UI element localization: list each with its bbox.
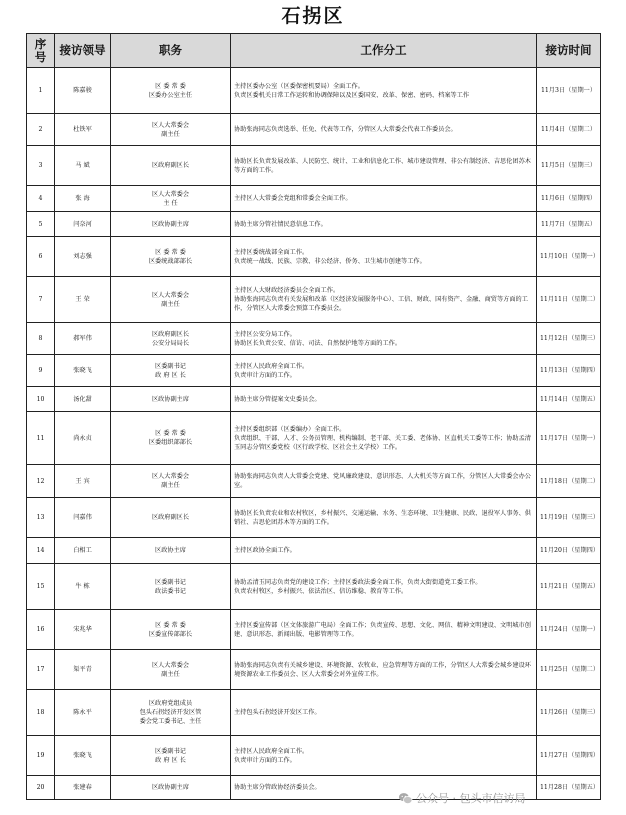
- leader-position: 区 委 常 委 区委组织部部长: [111, 412, 231, 465]
- leader-name: 渠平青: [55, 650, 111, 690]
- work-division: 协助区长负责发展改革、人民防空、统计、工业和信息化工作、城市建设管理、非公有制经济、吉思伦团苏木等方面的工作。: [231, 146, 537, 186]
- leader-position: 区政府副区长: [111, 146, 231, 186]
- row-number: 4: [27, 186, 55, 212]
- work-division: 协助孟清玉同志负责党的建设工作；主持区委政法委全面工作，负责大街街道党工委工作。 负责农村牧区，乡村振兴、依法治区、信访维稳、教育等工作。: [231, 564, 537, 610]
- work-division: 主持区人民政府全面工作。 负责审计方面的工作。: [231, 736, 537, 776]
- leader-position: 区政协主席: [111, 538, 231, 564]
- table-row: [27, 690, 601, 736]
- row-number: 12: [27, 465, 55, 498]
- leader-position: 区人大常委会 副主任: [111, 650, 231, 690]
- work-division: 主持区委宣传部（区文体旅游广电局）全面工作；负责宣传、思想、文化、网信、精神文明建设、文明城市创建、意识形态、新闻出版、电影管理等工作。: [231, 610, 537, 650]
- header-no: 序号: [27, 34, 55, 68]
- header-leader: 接访领导: [55, 34, 111, 68]
- leader-name: 白相工: [55, 538, 111, 564]
- table-row: [27, 387, 601, 412]
- row-number: 9: [27, 355, 55, 387]
- table-row: [27, 323, 601, 355]
- reception-time: 11月12日（星期三）: [537, 323, 601, 355]
- leader-name: 马 斌: [55, 146, 111, 186]
- reception-time: 11月4日（星期二）: [537, 114, 601, 146]
- leader-position: 区政协副主席: [111, 776, 231, 800]
- table-row: [27, 736, 601, 776]
- work-division: 协助主席分管社情民意信息工作。: [231, 212, 537, 237]
- leader-position: 区人大常委会 副主任: [111, 277, 231, 323]
- reception-time: 11月11日（星期二）: [537, 277, 601, 323]
- work-division: 主持包头石拐经济开发区工作。: [231, 690, 537, 736]
- table-row: [27, 564, 601, 610]
- reception-time: 11月25日（星期二）: [537, 650, 601, 690]
- table-row: [27, 186, 601, 212]
- leader-name: 汤化甜: [55, 387, 111, 412]
- row-number: 18: [27, 690, 55, 736]
- leader-position: 区委副书记 政 府 区 长: [111, 736, 231, 776]
- leader-position: 区政协副主席: [111, 387, 231, 412]
- table-row: [27, 498, 601, 538]
- row-number: 17: [27, 650, 55, 690]
- leader-name: 刘志强: [55, 237, 111, 277]
- leader-name: 闫奈河: [55, 212, 111, 237]
- reception-time: 11月10日（星期一）: [537, 237, 601, 277]
- work-division: 主持区人民政府全面工作。 负责审计方面的工作。: [231, 355, 537, 387]
- leader-name: 郝军伟: [55, 323, 111, 355]
- leader-position: 区人大常委会 副主任: [111, 114, 231, 146]
- leader-position: 区政府党组成员 包头石拐经济开发区管 委会党工委书记、主任: [111, 690, 231, 736]
- table-row: [27, 355, 601, 387]
- row-number: 19: [27, 736, 55, 776]
- work-division: 协助区长负责农业和农村牧区，乡村振兴、交通运输、水务、生态环境、卫生健康、民政、退役军人事务、供销社、吉思伦团苏木等方面的工作。: [231, 498, 537, 538]
- wechat-icon: [398, 791, 413, 806]
- row-number: 6: [27, 237, 55, 277]
- table-row: [27, 68, 601, 114]
- row-number: 20: [27, 776, 55, 800]
- table-row: [27, 277, 601, 323]
- work-division: 主持区委统战部全面工作。 负责统一战线、民族、宗教、非公经济、侨务、卫生城市创建等工作。: [231, 237, 537, 277]
- row-number: 16: [27, 610, 55, 650]
- leader-position: 区人大常委会 副主任: [111, 465, 231, 498]
- header-work: 工作分工: [231, 34, 537, 68]
- leader-position: 区政府副区长: [111, 498, 231, 538]
- reception-time: 11月3日（星期一）: [537, 68, 601, 114]
- leader-position: 区 委 常 委 区委宣传部部长: [111, 610, 231, 650]
- watermark-text: 公众号 · 包头市信访局: [416, 792, 526, 805]
- page-title: 石拐区: [281, 5, 345, 27]
- row-number: 11: [27, 412, 55, 465]
- reception-time: 11月7日（星期五）: [537, 212, 601, 237]
- leader-position: 区 委 常 委 区委统战部部长: [111, 237, 231, 277]
- table-row: [27, 650, 601, 690]
- row-number: 15: [27, 564, 55, 610]
- leader-name: 王 荣: [55, 277, 111, 323]
- reception-time: 11月27日（星期四）: [537, 736, 601, 776]
- row-number: 7: [27, 277, 55, 323]
- reception-time: 11月26日（星期三）: [537, 690, 601, 736]
- work-division: 主持区人大常委会党组和常委会全面工作。: [231, 186, 537, 212]
- reception-schedule-table: [26, 33, 601, 800]
- table-header: [27, 34, 601, 68]
- table-row: [27, 146, 601, 186]
- work-division: 协助主席分管政协经济委员会。: [231, 776, 537, 800]
- reception-time: 11月24日（星期一）: [537, 610, 601, 650]
- leader-name: 闫嘉伟: [55, 498, 111, 538]
- leader-position: 区政协副主席: [111, 212, 231, 237]
- leader-position: 区委副书记 政法委书记: [111, 564, 231, 610]
- row-number: 13: [27, 498, 55, 538]
- leader-name: 王 宾: [55, 465, 111, 498]
- reception-time: 11月18日（星期二）: [537, 465, 601, 498]
- table-row: [27, 610, 601, 650]
- reception-time: 11月13日（星期四）: [537, 355, 601, 387]
- leader-name: 陈嘉骏: [55, 68, 111, 114]
- reception-time: 11月28日（星期五）: [537, 776, 601, 800]
- work-division: 协助张海同志负责人大常委会党建、党风廉政建设、意识形态、人大机关等方面工作，分管区人大常委会办公室。: [231, 465, 537, 498]
- leader-name: 杜铁军: [55, 114, 111, 146]
- table-row: [27, 538, 601, 564]
- leader-position: 区人大常委会 主 任: [111, 186, 231, 212]
- header-position: 职务: [111, 34, 231, 68]
- row-number: 10: [27, 387, 55, 412]
- leader-name: 宋兆华: [55, 610, 111, 650]
- reception-time: 11月20日（星期四）: [537, 538, 601, 564]
- row-number: 5: [27, 212, 55, 237]
- leader-name: 张晓飞: [55, 355, 111, 387]
- leader-name: 牛 栋: [55, 564, 111, 610]
- reception-time: 11月14日（星期五）: [537, 387, 601, 412]
- work-division: 主持区委组织部（区委编办）全面工作。 负责组织、干部、人才、公务员管理、机构编制、老干部、关工委、老体协、区直机关工委等工作；协助孟清玉同志分管区委党校（区行政学校、区社会主义学校）工作。: [231, 412, 537, 465]
- leader-name: 张建春: [55, 776, 111, 800]
- header-time: 接访时间: [537, 34, 601, 68]
- work-division: 主持区公安分局工作。 协助区长负责公安、信访、司法、自然保护地等方面的工作。: [231, 323, 537, 355]
- table-row: [27, 412, 601, 465]
- leader-position: 区政府副区长 公安分局局长: [111, 323, 231, 355]
- work-division: 协助主席分管提案文史委员会。: [231, 387, 537, 412]
- row-number: 2: [27, 114, 55, 146]
- row-number: 1: [27, 68, 55, 114]
- work-division: 协助张海同志负责有关城乡建设、环境资源、农牧业、应急管理等方面的工作，分管区人大常委会城乡建设环境资源农业工作委员会、区人大常委会对外宣传工作。: [231, 650, 537, 690]
- leader-name: 张 海: [55, 186, 111, 212]
- reception-time: 11月5日（星期三）: [537, 146, 601, 186]
- table-row: [27, 237, 601, 277]
- row-number: 14: [27, 538, 55, 564]
- row-number: 3: [27, 146, 55, 186]
- work-division: 主持区政协全面工作。: [231, 538, 537, 564]
- leader-name: 陈永平: [55, 690, 111, 736]
- watermark: [398, 788, 526, 808]
- reception-time: 11月6日（星期四）: [537, 186, 601, 212]
- row-number: 8: [27, 323, 55, 355]
- table-body: [27, 68, 601, 800]
- leader-name: 张晓飞: [55, 736, 111, 776]
- leader-position: 区委副书记 政 府 区 长: [111, 355, 231, 387]
- work-division: 主持区人大财政经济委员会全面工作。 协助张海同志负责有关发展和改革（区经济发展服务中心）、工信、财政、国有资产、金融、商贸等方面的工作，分管区人大常委会预算工作委员会。: [231, 277, 537, 323]
- work-division: 主持区委办公室（区委保密机要局）全面工作。 负责区委机关日常工作运转和协调保障以及区委国安、改革、保密、密码、档案等工作: [231, 68, 537, 114]
- leader-position: 区 委 常 委 区委办公室主任: [111, 68, 231, 114]
- work-division: 协助张海同志负责选举、任免、代表等工作，分管区人大常委会代表工作委员会。: [231, 114, 537, 146]
- reception-time: 11月17日（星期一）: [537, 412, 601, 465]
- reception-time: 11月19日（星期三）: [537, 498, 601, 538]
- table-row: [27, 114, 601, 146]
- table-row: [27, 212, 601, 237]
- leader-name: 尚永贞: [55, 412, 111, 465]
- reception-time: 11月21日（星期五）: [537, 564, 601, 610]
- table-row: [27, 465, 601, 498]
